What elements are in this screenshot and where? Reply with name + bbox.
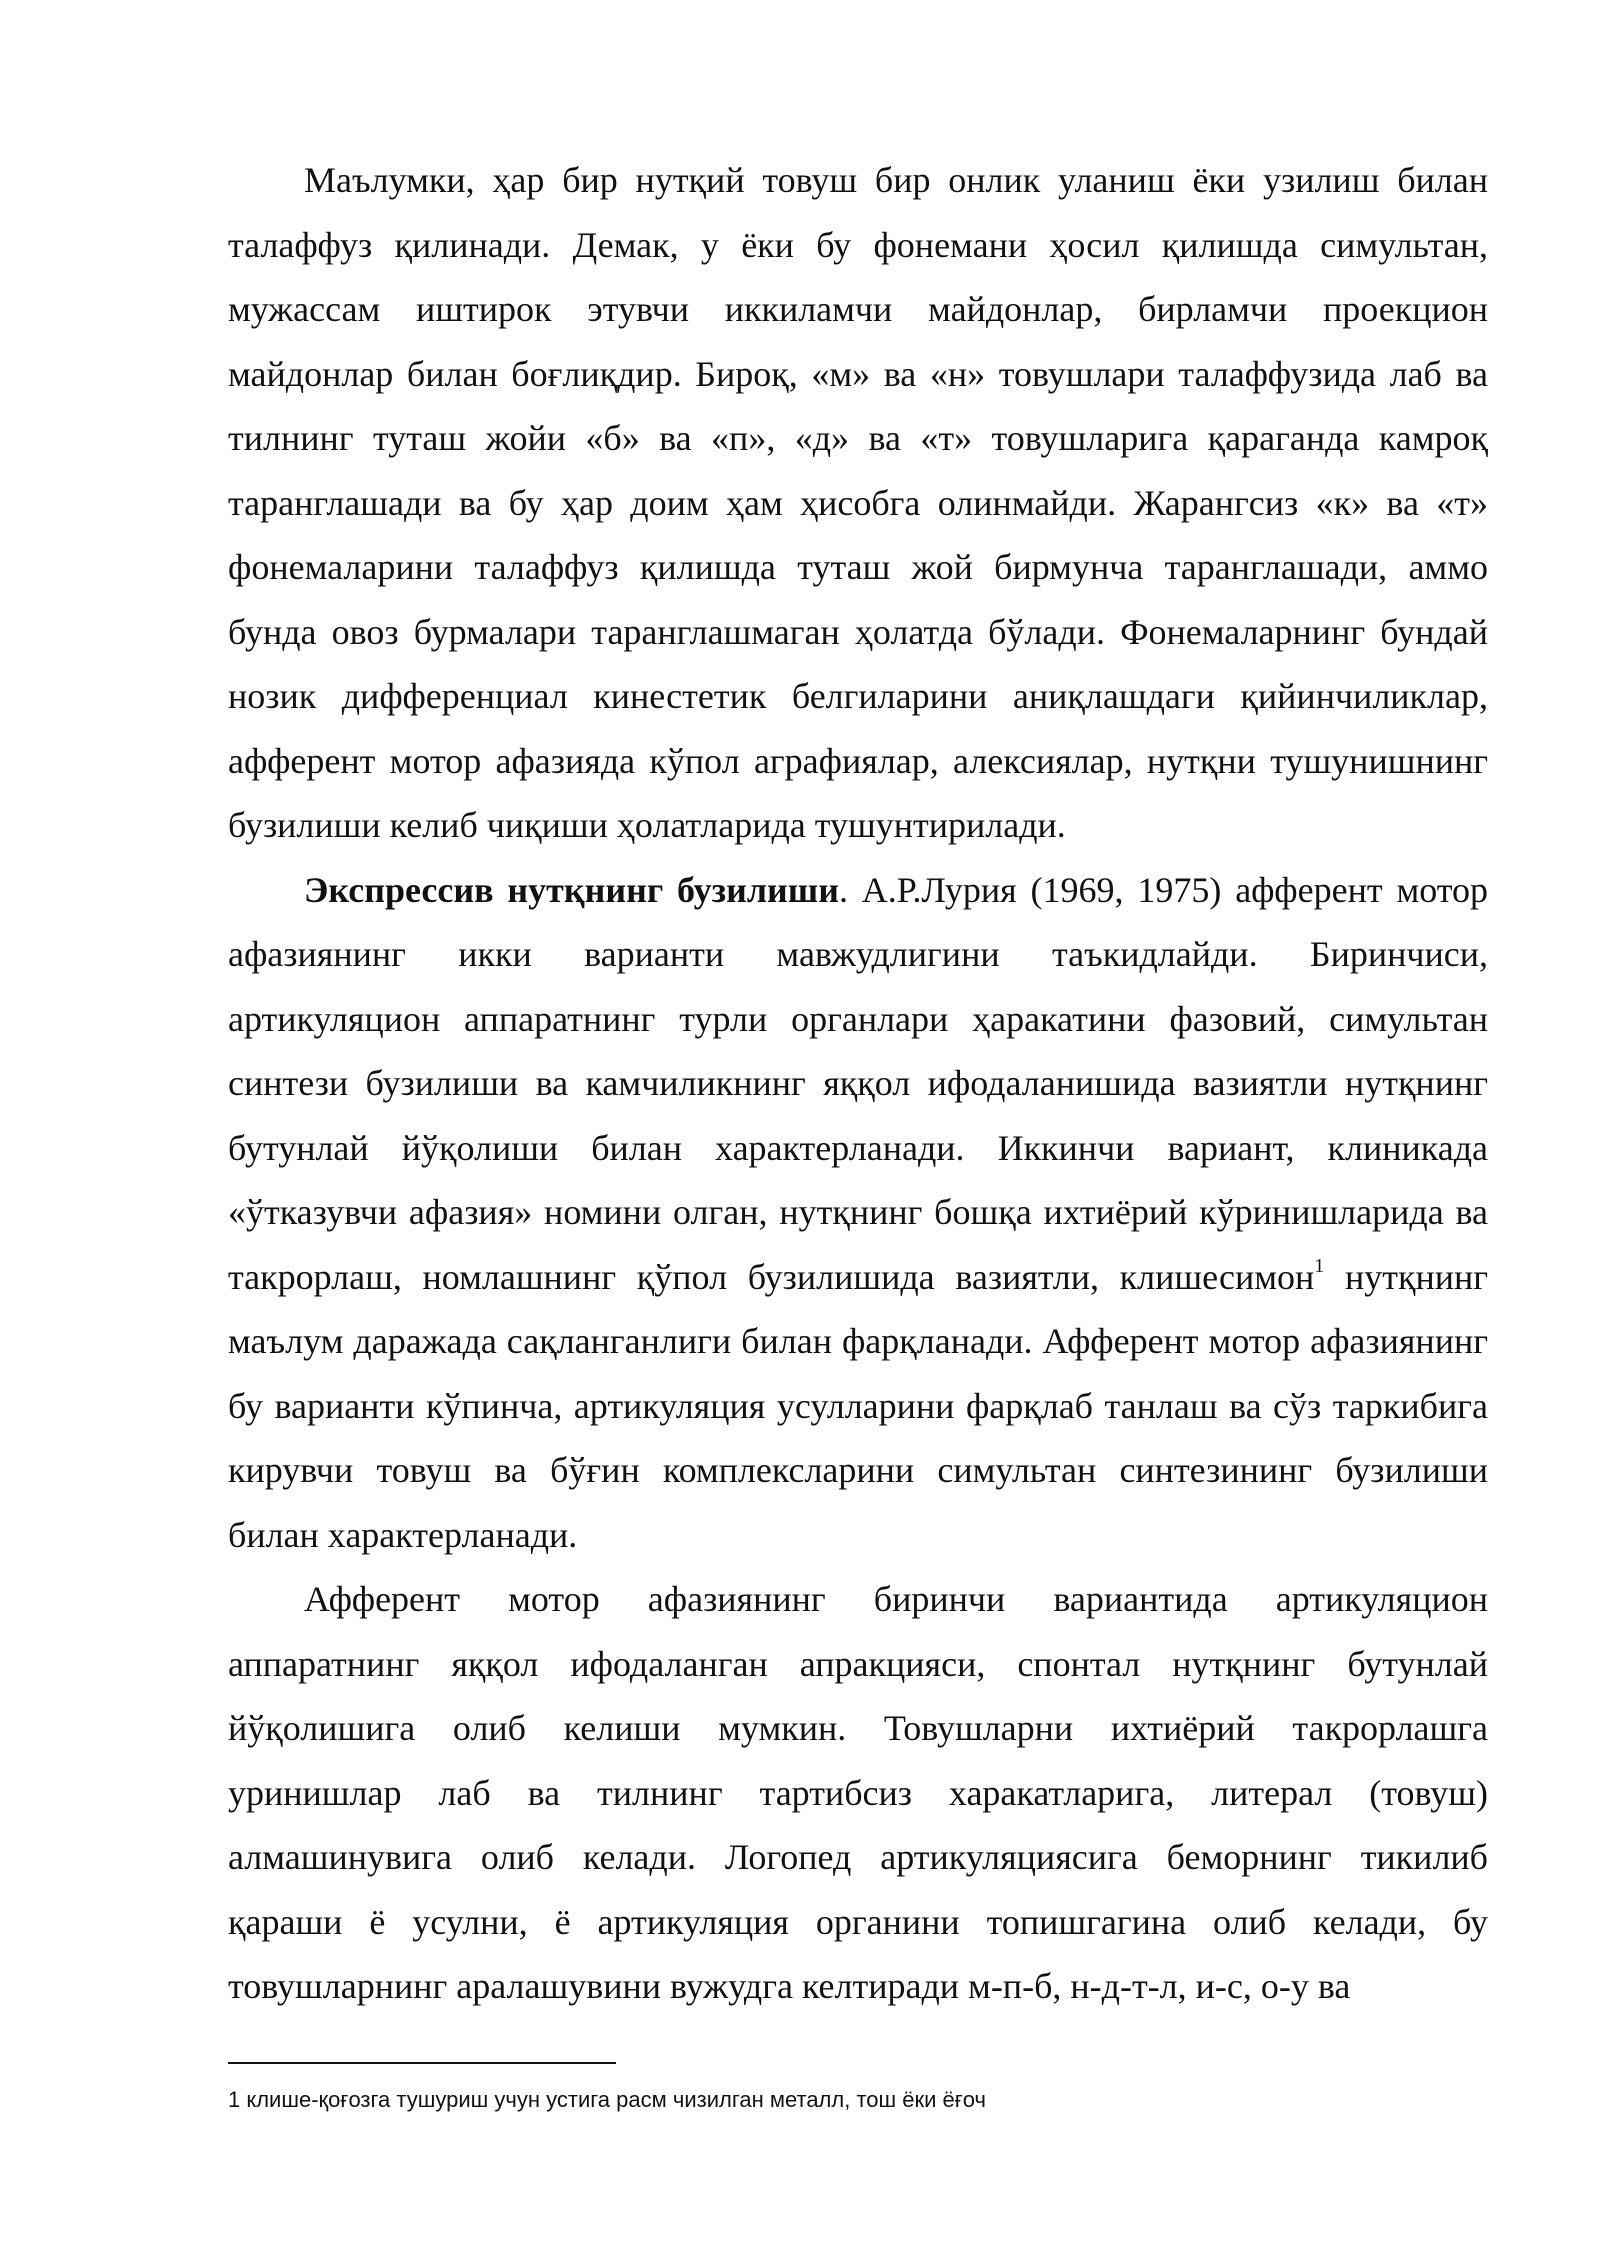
paragraph-1: Маълумки, ҳар бир нутқий товуш бир онлик уланиш ёки узилиш билан талаффуз қилинади. Демак, у ёки бу фонемани ҳосил қилишда симультан, мужассам иштирок этувчи иккиламчи майдонлар, бирламчи проекцион майдонлар билан боғлиқдир. Бироқ, «м» ва «н» товушлари талаффузида лаб ва тилнинг туташ жойи «б» ва «п», «д» ва «т» товушларига қараганда камроқ таранглашади ва бу ҳар доим ҳам ҳисобга олинмайди. Жарангсиз «к» ва «т» фонемаларини талаффуз қилишда туташ жой бирмунча таранглашади, аммо бунда овоз бурмалари таранглашмаган ҳолатда бўлади. Фонемаларнинг бундай нозик дифференциал кинестетик белгиларини аниқлашдаги қийинчиликлар, афферент мотор афазияда кўпол аграфиялар, алексиялар, нутқни тушунишнинг бузилиши келиб чиқиши ҳолатларида тушунтирилади. [228, 160, 1488, 845]
paragraph-2-text-after-ref: нутқнинг маълум даражада сақланганлиги билан фарқланади. Афферент мотор афазиянинг бу варианти кўпинча, артикуляция усулларини фарқлаб танлаш ва сўз таркибига кирувчи товуш ва бўғин комплексларини симультан синтезининг бузилиши билан характерланади. [228, 1256, 1489, 1555]
footnote-reference: 1 [1314, 1254, 1325, 1277]
body-text [228, 148, 1488, 2019]
paragraph-2 [228, 858, 1488, 1568]
paragraph-3: Афферент мотор афазиянинг биринчи вариантида артикуляцион аппаратнинг яққол ифодаланган апракцияси, спонтал нутқнинг бутунлай йўқолишига олиб келиши мумкин. Товушларни ихтиёрий такрорлашга уринишлар лаб ва тилнинг тартибсиз харакатларига, литерал (товуш) алмашинувига олиб келади. Логопед артикуляциясига беморнинг тикилиб қараши ё усулни, ё артикуляция органини топишгагина олиб келади, бу товушларнинг аралашувини вужудга келтиради м-п-б, н-д-т-л, и-с, о-у ва [228, 1579, 1488, 2006]
section-heading-inline: Экспрессив нутқнинг бузилиши [304, 869, 839, 910]
paragraph-2-text-before-ref: . А.Р.Лурия (1969, 1975) афферент мотор афазиянинг икки варианти мавжудлигини таъкидлайди. Биринчиси, артикуляцион аппаратнинг турли органлари ҳаракатини фазовий, симультан синтези бузилиши ва камчиликнинг яққол ифодаланишида вазиятли нутқнинг бутунлай йўқолиши билан характерланади. Иккинчи вариант, клиникада «ўтказувчи афазия» номини олган, нутқнинг бошқа ихтиёрий кўринишларида ва такрорлаш, номлашнинг қўпол бузилишида вазиятли, клишесимон [228, 869, 1489, 1297]
footnote-separator [228, 2062, 616, 2064]
footnote: 1 клише-қоғозга тушуриш учун устига расм чизилган металл, тош ёки ёғоч [228, 2087, 987, 2112]
